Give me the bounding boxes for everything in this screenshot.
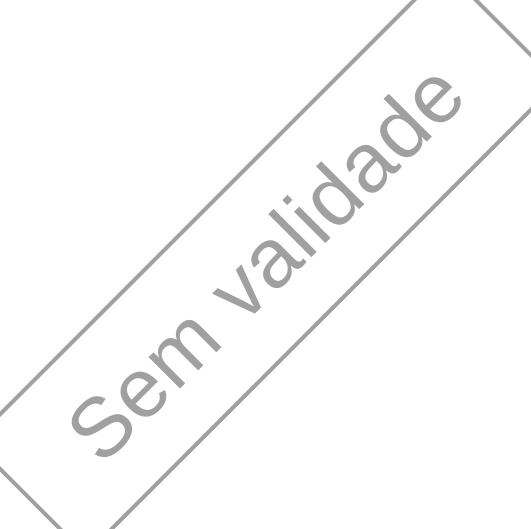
stamp-text: Sem validade	[48, 44, 483, 480]
